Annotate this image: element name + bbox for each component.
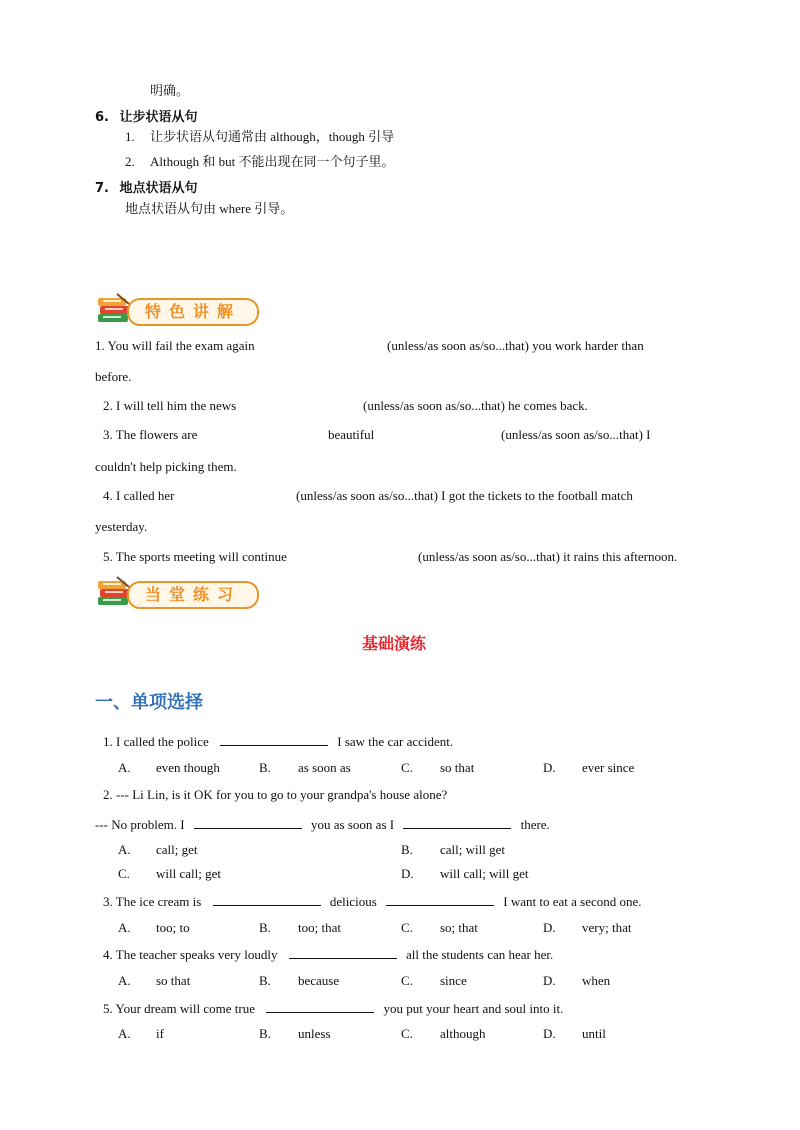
q5-b: you put your heart and soul into it. <box>383 1001 564 1016</box>
question-4 <box>103 946 553 963</box>
q4-option-c-text: since <box>440 973 467 988</box>
explain-q4-b: (unless/as soon as/so...that) I got the tickets to the football match <box>296 488 633 503</box>
q4-option-d-text: when <box>582 973 611 988</box>
q3-option-d-text: very; that <box>582 920 632 935</box>
section7-text: 地点状语从句由 where 引导。 <box>125 201 294 216</box>
q1-option-c: C. <box>401 760 413 775</box>
q3-a: 3. The ice cream is <box>103 894 202 909</box>
q5-a: 5. Your dream will come true <box>103 1001 256 1016</box>
option-letter: A. <box>118 760 131 775</box>
explain-q3-c: (unless/as soon as/so...that) I <box>501 427 651 442</box>
q2-option-a: A. <box>118 842 131 857</box>
section6-title: 让步状语从句 <box>119 110 198 125</box>
q4-b: all the students can hear her. <box>405 947 554 962</box>
section7-heading <box>95 177 198 196</box>
banner-label: 当堂练习 <box>145 585 242 604</box>
section6-heading <box>95 106 198 125</box>
q3-option-c: C. <box>401 920 413 935</box>
q5-option-b: B. <box>259 1026 271 1041</box>
answer-blank[interactable] <box>386 893 494 906</box>
explain-q3-d: couldn't help picking them. <box>95 459 237 474</box>
continued-line: 明确。 <box>150 84 190 99</box>
q2-c: there. <box>520 817 550 832</box>
q1-before: 1. I called the police <box>103 734 209 749</box>
q5-option-c-text: although <box>440 1026 486 1041</box>
question-1 <box>103 733 453 750</box>
explain-q2-a: 2. I will tell him the news <box>103 398 237 413</box>
item-text: Although 和 but 不能出现在同一个句子里。 <box>150 154 395 169</box>
q5-option-d: D. <box>543 1026 556 1041</box>
explain-q3-b: beautiful <box>328 427 375 442</box>
answer-blank[interactable] <box>289 946 397 959</box>
question-2-line2 <box>95 816 550 833</box>
section7-title: 地点状语从句 <box>119 181 198 196</box>
q4-option-a-text: so that <box>156 973 191 988</box>
explain-q4-c: yesterday. <box>95 519 148 534</box>
q3-option-c-text: so; that <box>440 920 478 935</box>
item-number: 1. <box>125 129 135 144</box>
q3-b: delicious <box>329 894 377 909</box>
explain-q5-a: 5. The sports meeting will continue <box>103 549 287 564</box>
q5-option-b-text: unless <box>298 1026 331 1041</box>
q2-option-c: C. <box>118 866 130 881</box>
section7-number: 7. <box>95 181 109 196</box>
question-3 <box>103 893 642 910</box>
explain-q2-b: (unless/as soon as/so...that) he comes back. <box>363 398 588 413</box>
item-text: 让步状语从句通常由 although，though 引导 <box>150 129 395 144</box>
answer-blank[interactable] <box>403 816 511 829</box>
explain-q5-b: (unless/as soon as/so...that) it rains this afternoon. <box>418 549 678 564</box>
item-number: 2. <box>125 154 135 169</box>
q3-c: I want to eat a second one. <box>503 894 642 909</box>
q3-option-d: D. <box>543 920 556 935</box>
q1-option-b-text: as soon as <box>298 760 351 775</box>
explain-q4-a: 4. I called her <box>103 488 175 503</box>
q3-option-a-text: too; to <box>156 920 190 935</box>
q2-line1: 2. --- Li Lin, is it OK for you to go to your grandpa's house alone? <box>103 787 448 802</box>
q3-option-b: B. <box>259 920 271 935</box>
question-5 <box>103 1000 563 1017</box>
q4-option-d: D. <box>543 973 556 988</box>
q4-option-a: A. <box>118 973 131 988</box>
q1-option-a <box>118 760 131 776</box>
q2-option-d-text: will call; will get <box>440 866 529 881</box>
q2-option-d: D. <box>401 866 414 881</box>
q4-a: 4. The teacher speaks very loudly <box>103 947 278 962</box>
q1-option-c-text: so that <box>440 760 475 775</box>
q2-a: --- No problem. I <box>95 817 185 832</box>
q1-option-b: B. <box>259 760 271 775</box>
q5-option-a-text: if <box>156 1026 164 1041</box>
practice-title: 基础演练 <box>362 634 427 653</box>
answer-blank[interactable] <box>194 816 302 829</box>
explain-q1-b: (unless/as soon as/so...that) you work harder than <box>387 338 644 353</box>
q2-b: you as soon as I <box>311 817 395 832</box>
q1-option-d-text: ever since <box>582 760 635 775</box>
banner-label: 特色讲解 <box>145 302 242 321</box>
section-title: 一、单项选择 <box>95 692 203 713</box>
q4-option-b: B. <box>259 973 271 988</box>
class-practice-banner <box>95 575 260 613</box>
feature-explain-banner <box>95 292 260 330</box>
answer-blank[interactable] <box>213 893 321 906</box>
q3-option-b-text: too; that <box>298 920 341 935</box>
explain-q1-c: before. <box>95 369 132 384</box>
q5-option-c: C. <box>401 1026 413 1041</box>
answer-blank[interactable] <box>220 733 328 746</box>
q2-option-b: B. <box>401 842 413 857</box>
q1-option-a-text: even though <box>156 760 220 775</box>
q2-option-c-text: will call; get <box>156 866 221 881</box>
answer-blank[interactable] <box>266 1000 374 1013</box>
section6-item-2 <box>125 151 394 170</box>
section6-number: 6. <box>95 110 109 125</box>
q1-option-d: D. <box>543 760 556 775</box>
q3-option-a: A. <box>118 920 131 935</box>
explain-q1-a: 1. You will fail the exam again <box>95 338 255 353</box>
q2-option-a-text: call; get <box>156 842 198 857</box>
q4-option-c: C. <box>401 973 413 988</box>
explain-q3-a: 3. The flowers are <box>103 427 198 442</box>
q5-option-d-text: until <box>582 1026 606 1041</box>
q4-option-b-text: because <box>298 973 340 988</box>
section6-item-1 <box>125 126 394 145</box>
q1-after: I saw the car accident. <box>337 734 454 749</box>
q5-option-a: A. <box>118 1026 131 1041</box>
q2-option-b-text: call; will get <box>440 842 505 857</box>
